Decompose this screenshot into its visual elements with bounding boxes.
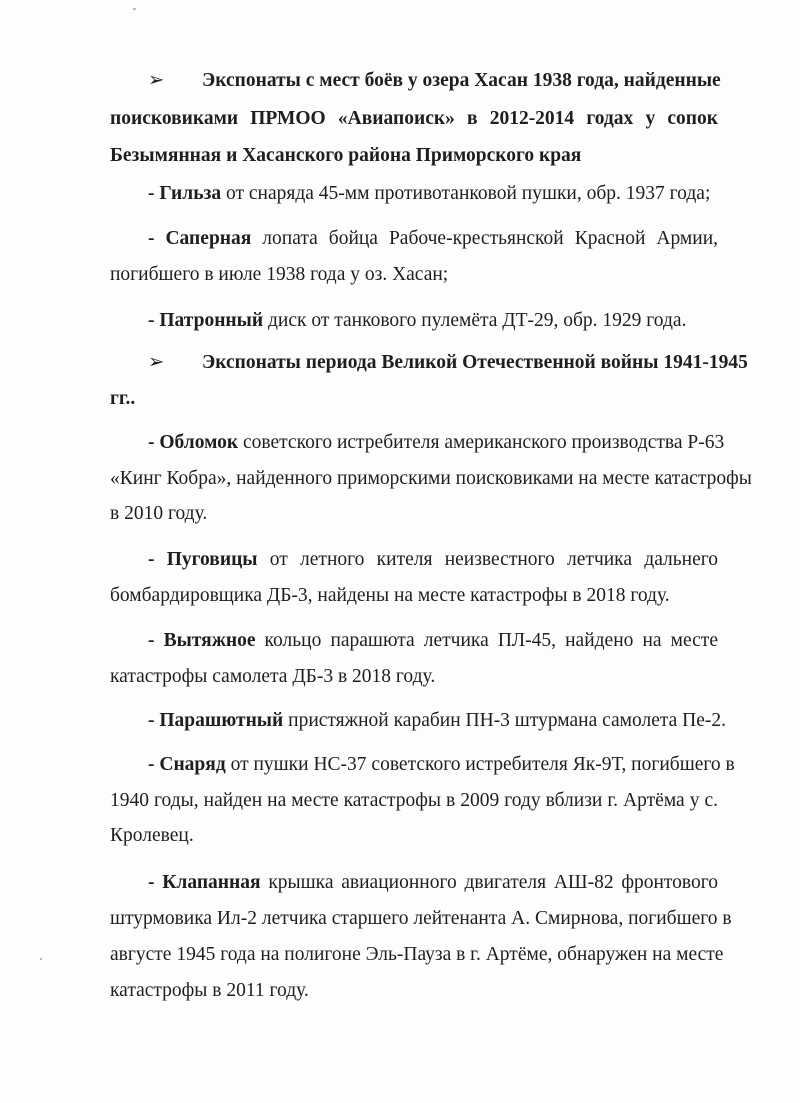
item-text: лопата бойца Рабоче-крестьянской Красной Армии, <box>251 228 718 249</box>
section-1-heading-line-3: Безымянная и Хасанского района Приморского края <box>110 145 582 166</box>
section-2-heading-line-2: гг.. <box>110 388 136 409</box>
arrow-bullet-icon: ➢ <box>148 70 165 91</box>
item-text: кольцо парашюта летчика ПЛ-45, найдено на месте <box>255 630 718 651</box>
heading-text: Экспонаты периода Великой Отечественной войны 1941-1945 <box>202 352 748 373</box>
item-oblomok-line-3: в 2010 году. <box>110 503 208 524</box>
item-klapannaya-line-2: штурмовика Ил-2 летчика старшего лейтенанта А. Смирнова, погибшего в <box>110 908 732 929</box>
item-text: от летного кителя неизвестного летчика дальнего <box>257 549 718 570</box>
section-1-heading-line-2: поисковиками ПРМОО «Авиапоиск» в 2012-2014 годах у сопок <box>110 108 718 129</box>
item-vytyazhnoe-line-2: катастрофы самолета ДБ-3 в 2018 году. <box>110 666 436 687</box>
item-bold-term: - Снаряд <box>148 754 226 775</box>
heading-text: Экспонаты с мест боёв у озера Хасан 1938 года, найденные <box>202 70 721 91</box>
item-bold-term: - Парашютный <box>148 710 284 731</box>
scan-speck <box>40 958 42 960</box>
item-bold-term: - Пуговицы <box>148 549 258 570</box>
item-parashyutny <box>110 708 727 734</box>
item-bold-term: - Гильза <box>148 183 222 204</box>
item-bold-term: - Патронный <box>148 310 264 331</box>
item-klapannaya-line-3: августе 1945 года на полигоне Эль-Пауза в г. Артёме, обнаружен на месте <box>110 944 724 965</box>
item-snaryad <box>110 752 735 778</box>
item-oblomok-line-2: «Кинг Кобра», найденного приморскими поисковиками на месте катастрофы <box>110 468 752 489</box>
item-sapernaya-line-2: погибшего в июле 1938 года у оз. Хасан; <box>110 264 449 285</box>
item-gilza <box>110 181 718 207</box>
section-2-heading-line-1 <box>110 350 748 376</box>
arrow-bullet-icon: ➢ <box>148 352 165 373</box>
item-snaryad-line-3: Кролевец. <box>110 825 194 846</box>
item-sapernaya <box>110 226 718 252</box>
section-1-heading-line-1 <box>110 68 721 94</box>
item-bold-term: - Клапанная <box>148 872 261 893</box>
item-patronny <box>110 308 718 334</box>
item-text: от пушки НС-37 советского истребителя Як-9Т, погибшего в <box>225 754 735 775</box>
item-text: крышка авиационного двигателя АШ-82 фронтового <box>260 872 718 893</box>
item-pugovitsy <box>110 547 718 573</box>
item-oblomok <box>110 430 725 456</box>
item-vytyazhnoe <box>110 628 718 654</box>
item-klapannaya-line-4: катастрофы в 2011 году. <box>110 980 309 1001</box>
item-text: диск от танкового пулемёта ДТ-29, обр. 1929 года. <box>263 310 687 331</box>
item-bold-term: - Саперная <box>148 228 252 249</box>
item-bold-term: - Обломок <box>148 432 239 453</box>
scan-speck <box>133 8 136 10</box>
item-bold-term: - Вытяжное <box>148 630 256 651</box>
item-snaryad-line-2: 1940 годы, найден на месте катастрофы в 2009 году вблизи г. Артёма у с. <box>110 790 718 811</box>
item-text: советского истребителя американского производства Р-63 <box>238 432 725 453</box>
item-klapannaya <box>110 870 718 896</box>
item-text: от снаряда 45-мм противотанковой пушки, обр. 1937 года; <box>221 183 711 204</box>
item-pugovitsy-line-2: бомбардировщика ДБ-3, найдены на месте катастрофы в 2018 году. <box>110 585 670 606</box>
item-text: пристяжной карабин ПН-3 штурмана самолета Пе-2. <box>283 710 727 731</box>
